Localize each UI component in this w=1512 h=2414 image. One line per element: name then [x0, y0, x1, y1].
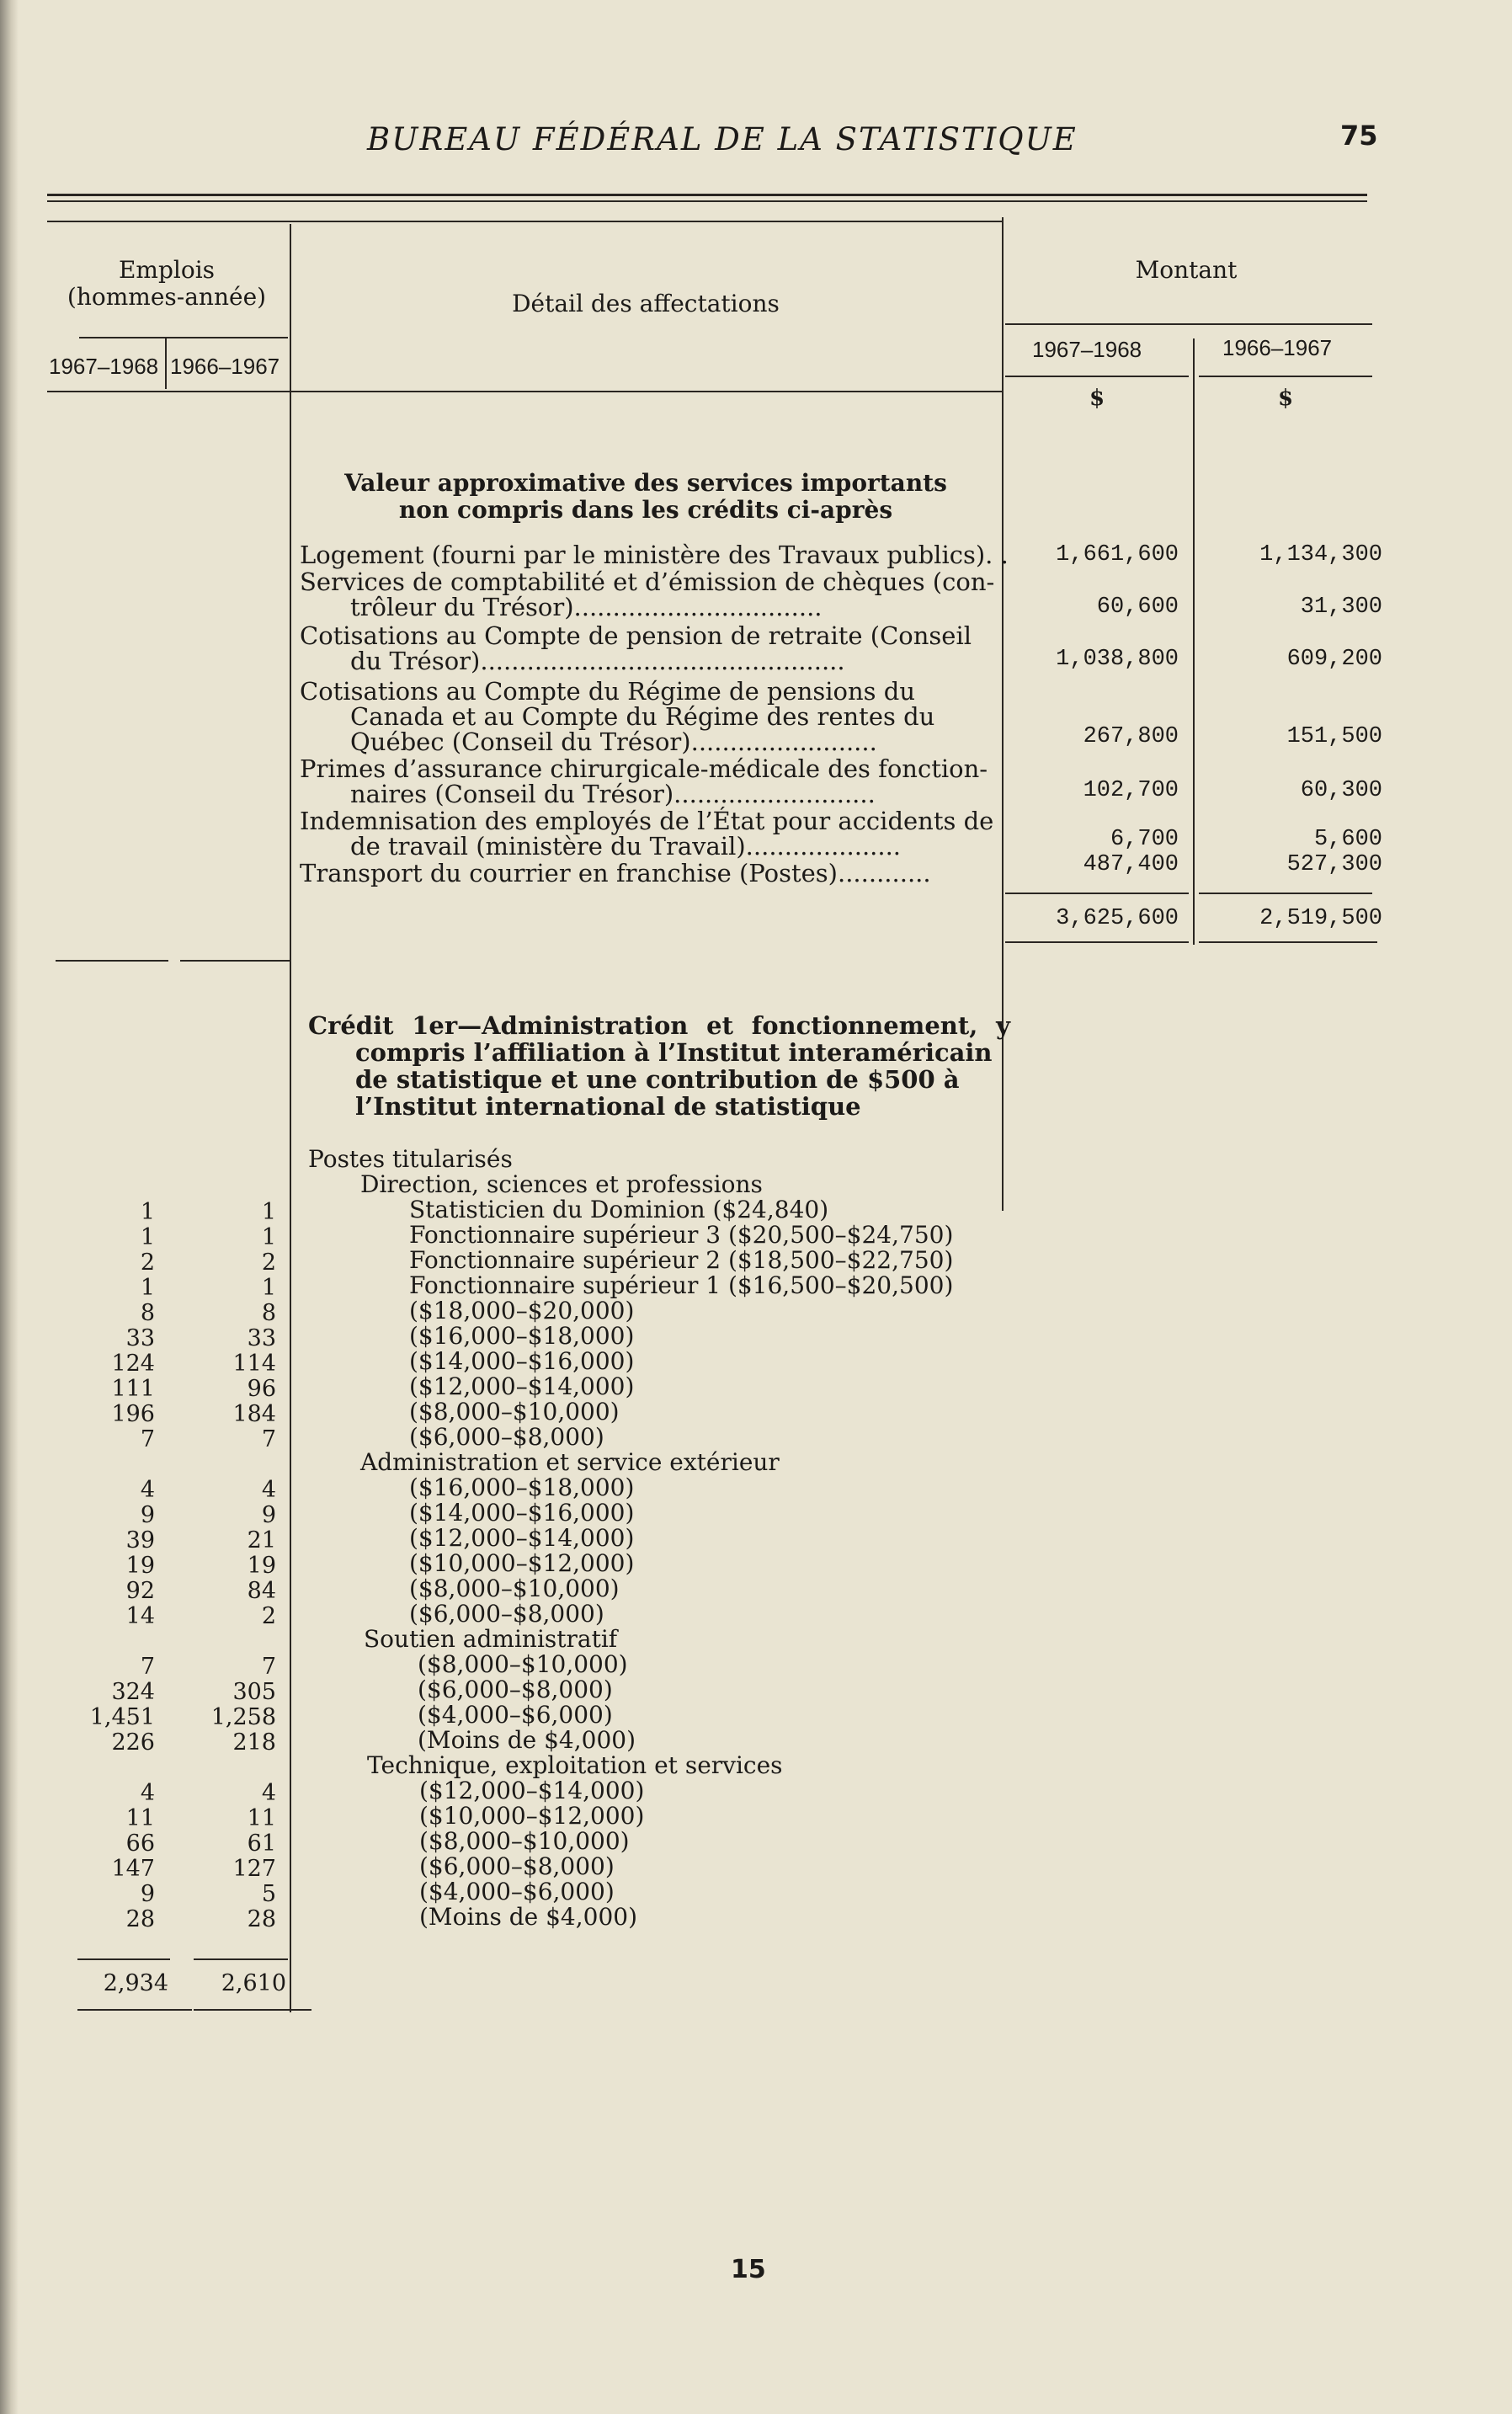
service-item-label: naires (Conseil du Trésor).......................... — [350, 780, 876, 808]
emp-value-y2: 9 — [261, 1502, 276, 1528]
service-amount-y2: 609,200 — [1286, 647, 1382, 672]
dollar-sign-1: $ — [1089, 386, 1105, 411]
emp-value-y1: 39 — [125, 1527, 155, 1553]
post-label: ($16,000–$18,000) — [409, 1473, 635, 1501]
post-label: ($8,000–$10,000) — [419, 1827, 630, 1855]
emp-value-y2: 28 — [247, 1906, 276, 1932]
emplois-header: Emplois — [118, 256, 216, 284]
group-heading: Administration et service extérieur — [360, 1448, 780, 1476]
emp-value-y2: 218 — [232, 1729, 276, 1756]
montant-rule — [1005, 323, 1372, 325]
emp-value-y2: 33 — [247, 1325, 276, 1351]
total-rule-1 — [1005, 893, 1189, 894]
emp-value-y1: 111 — [111, 1376, 155, 1402]
top-rule — [47, 194, 1367, 196]
emp-total-y2: 2,610 — [221, 1970, 286, 1996]
emp-value-y2: 7 — [261, 1426, 276, 1452]
emp-total-rule-1 — [77, 1958, 170, 1960]
post-label: (Moins de $4,000) — [418, 1726, 636, 1754]
emp-value-y1: 196 — [111, 1401, 155, 1427]
group-heading: Soutien administratif — [364, 1625, 618, 1653]
post-label: ($18,000–$20,000) — [409, 1297, 635, 1324]
service-item-label: Cotisations au Compte de pension de retraite (Conseil — [300, 621, 972, 650]
post-label: ($8,000–$10,000) — [418, 1650, 628, 1678]
service-item-label: Indemnisation des employés de l’État pour accidents de — [300, 807, 994, 835]
service-amount-y1: 102,700 — [1083, 778, 1179, 803]
emp-value-y2: 61 — [247, 1830, 276, 1857]
post-label: ($6,000–$8,000) — [419, 1852, 615, 1880]
service-item-label: Cotisations au Compte du Régime de pensions du — [300, 677, 916, 706]
credit-title-line3: de statistique et une contribution de $500 à — [355, 1065, 960, 1094]
post-label: ($6,000–$8,000) — [418, 1676, 613, 1703]
amt-rule-2 — [1199, 376, 1372, 377]
postes-label: Postes titularisés — [308, 1145, 513, 1173]
detail-header: Détail des affectations — [512, 290, 780, 317]
service-amount-y2: 527,300 — [1286, 852, 1382, 877]
post-label: Fonctionnaire supérieur 2 ($18,500–$22,750) — [409, 1246, 954, 1274]
emp-value-y2: 84 — [247, 1578, 276, 1604]
emp-value-y2: 1 — [261, 1224, 276, 1250]
post-label: ($10,000–$12,000) — [419, 1802, 645, 1830]
service-item-label: Services de comptabilité et d’émission de chèques (con- — [300, 568, 995, 596]
post-label: ($12,000–$14,000) — [409, 1524, 635, 1552]
colhead-rule-left — [47, 391, 1002, 392]
post-label: ($8,000–$10,000) — [409, 1398, 620, 1425]
section-rule-emp2 — [180, 960, 290, 962]
emp-value-y1: 1,451 — [89, 1704, 155, 1730]
emp-value-y1: 14 — [125, 1603, 155, 1629]
emp-value-y1: 4 — [140, 1780, 155, 1806]
emp-value-y2: 184 — [232, 1401, 276, 1427]
post-label: ($16,000–$18,000) — [409, 1322, 635, 1350]
post-label: (Moins de $4,000) — [419, 1903, 637, 1931]
post-label: ($12,000–$14,000) — [419, 1777, 645, 1804]
emp-value-y2: 114 — [232, 1351, 276, 1377]
service-item-label: de travail (ministère du Travail).................... — [350, 832, 902, 861]
total-under-rule-1 — [1005, 941, 1189, 943]
service-item-label: trôleur du Trésor)................................ — [350, 593, 823, 621]
emp-value-y2: 2 — [261, 1250, 276, 1276]
emp-value-y2: 19 — [247, 1553, 276, 1579]
emp-value-y2: 1 — [261, 1199, 276, 1225]
service-amount-y1: 1,661,600 — [1056, 542, 1179, 568]
post-label: ($14,000–$16,000) — [409, 1347, 635, 1375]
service-amount-y1: 487,400 — [1083, 852, 1179, 877]
services-total-y2: 2,519,500 — [1259, 906, 1382, 931]
dollar-sign-2: $ — [1278, 386, 1294, 411]
services-title-line2: non compris dans les crédits ci-après — [398, 496, 893, 524]
post-label: Fonctionnaire supérieur 1 ($16,500–$20,500) — [409, 1271, 954, 1299]
emp-value-y2: 8 — [261, 1300, 276, 1326]
service-item-label: Primes d’assurance chirurgicale-médicale des fonction- — [300, 754, 988, 783]
credit-title-line4: l’Institut international de statistique — [355, 1092, 861, 1121]
post-label: Statisticien du Dominion ($24,840) — [409, 1196, 829, 1223]
service-item-label: Logement (fourni par le ministère des Travaux publics). . — [300, 541, 1009, 569]
emp-total-under-rule-2 — [194, 2009, 311, 2011]
emp-value-y2: 7 — [261, 1654, 276, 1680]
amt-year-1: 1967–1968 — [1032, 337, 1142, 362]
emp-value-y1: 9 — [140, 1502, 155, 1528]
folio-number: 15 — [731, 2255, 766, 2284]
emp-value-y1: 324 — [111, 1679, 155, 1705]
amt-year-2: 1966–1967 — [1222, 335, 1333, 360]
service-item-label: Transport du courrier en franchise (Postes)............ — [300, 859, 931, 887]
running-header: BUREAU FÉDÉRAL DE LA STATISTIQUE — [367, 121, 1078, 157]
emp-value-y2: 4 — [261, 1780, 276, 1806]
post-label: ($4,000–$6,000) — [419, 1878, 615, 1905]
col-rule-amt — [1193, 338, 1195, 945]
emp-value-y1: 1 — [140, 1224, 155, 1250]
service-amount-y2: 151,500 — [1286, 724, 1382, 749]
emp-total-y1: 2,934 — [103, 1970, 168, 1996]
emp-value-y2: 127 — [232, 1856, 276, 1882]
emp-value-y1: 33 — [125, 1325, 155, 1351]
emp-value-y2: 11 — [247, 1805, 276, 1831]
service-amount-y1: 267,800 — [1083, 724, 1179, 749]
service-amount-y2: 31,300 — [1300, 594, 1382, 620]
page-edge-shadow — [0, 0, 19, 2414]
montant-header: Montant — [1135, 256, 1238, 284]
service-amount-y2: 60,300 — [1300, 778, 1382, 803]
emplois-subheader: (hommes-année) — [67, 283, 267, 311]
emp-value-y1: 9 — [140, 1881, 155, 1907]
post-label: Fonctionnaire supérieur 3 ($20,500–$24,750) — [409, 1221, 954, 1249]
page-number: 75 — [1340, 120, 1378, 152]
emp-value-y1: 7 — [140, 1654, 155, 1680]
credit-title-line2: compris l’affiliation à l’Institut interaméricain — [355, 1038, 993, 1067]
post-label: ($4,000–$6,000) — [418, 1701, 613, 1729]
emp-total-rule-2 — [194, 1958, 288, 1960]
service-item-label: Québec (Conseil du Trésor)........................ — [350, 727, 877, 756]
emp-value-y2: 21 — [247, 1527, 276, 1553]
emp-year-1: 1967–1968 — [49, 354, 159, 379]
service-amount-y2: 1,134,300 — [1259, 542, 1382, 568]
emp-value-y1: 4 — [140, 1477, 155, 1503]
emp-value-y2: 1,258 — [210, 1704, 276, 1730]
services-title-line1: Valeur approximative des services importants — [344, 469, 947, 497]
emp-value-y2: 4 — [261, 1477, 276, 1503]
post-label: ($8,000–$10,000) — [409, 1575, 620, 1602]
total-under-rule-2 — [1199, 941, 1377, 943]
post-label: ($6,000–$8,000) — [409, 1423, 604, 1451]
header-rule — [47, 221, 1004, 222]
top-rule-2 — [47, 200, 1367, 202]
credit-title-line1: Crédit 1er—Administration et fonctionnement, y — [308, 1011, 1010, 1040]
emp-value-y2: 5 — [261, 1881, 276, 1907]
group-heading: Direction, sciences et professions — [360, 1170, 763, 1198]
emp-value-y1: 8 — [140, 1300, 155, 1326]
emplois-rule — [79, 337, 288, 338]
emp-value-y1: 92 — [125, 1578, 155, 1604]
emp-value-y1: 66 — [125, 1830, 155, 1857]
service-item-label: Canada et au Compte du Régime des rentes du — [350, 702, 935, 731]
group-heading: Technique, exploitation et services — [367, 1751, 783, 1779]
section-rule-emp1 — [56, 960, 168, 962]
emp-value-y1: 28 — [125, 1906, 155, 1932]
emp-value-y2: 2 — [261, 1603, 276, 1629]
post-label: ($12,000–$14,000) — [409, 1372, 635, 1400]
service-item-label: du Trésor)............................................... — [350, 647, 845, 675]
credit-title — [308, 1012, 1010, 1120]
emp-value-y2: 96 — [247, 1376, 276, 1402]
post-label: ($6,000–$8,000) — [409, 1600, 604, 1628]
emp-year-2: 1966–1967 — [170, 354, 280, 379]
emp-value-y1: 11 — [125, 1805, 155, 1831]
emp-total-under-rule-1 — [77, 2009, 192, 2011]
service-amount-y1: 60,600 — [1096, 594, 1179, 620]
emp-value-y1: 2 — [140, 1250, 155, 1276]
emp-value-y1: 19 — [125, 1553, 155, 1579]
post-label: ($14,000–$16,000) — [409, 1499, 635, 1527]
emp-value-y1: 147 — [111, 1856, 155, 1882]
services-total-y1: 3,625,600 — [1056, 906, 1179, 931]
post-label: ($10,000–$12,000) — [409, 1549, 635, 1577]
col-rule-emp — [165, 338, 167, 389]
total-rule-2 — [1199, 893, 1372, 894]
service-amount-y1: 1,038,800 — [1056, 647, 1179, 672]
emp-value-y1: 124 — [111, 1351, 155, 1377]
service-amount-y1: 6,700 — [1110, 827, 1179, 852]
emp-value-y1: 1 — [140, 1275, 155, 1301]
amt-rule-1 — [1005, 376, 1189, 377]
emp-value-y1: 226 — [111, 1729, 155, 1756]
emp-value-y1: 1 — [140, 1199, 155, 1225]
emp-value-y2: 305 — [232, 1679, 276, 1705]
emp-value-y2: 1 — [261, 1275, 276, 1301]
service-amount-y2: 5,600 — [1313, 827, 1382, 852]
emp-value-y1: 7 — [140, 1426, 155, 1452]
